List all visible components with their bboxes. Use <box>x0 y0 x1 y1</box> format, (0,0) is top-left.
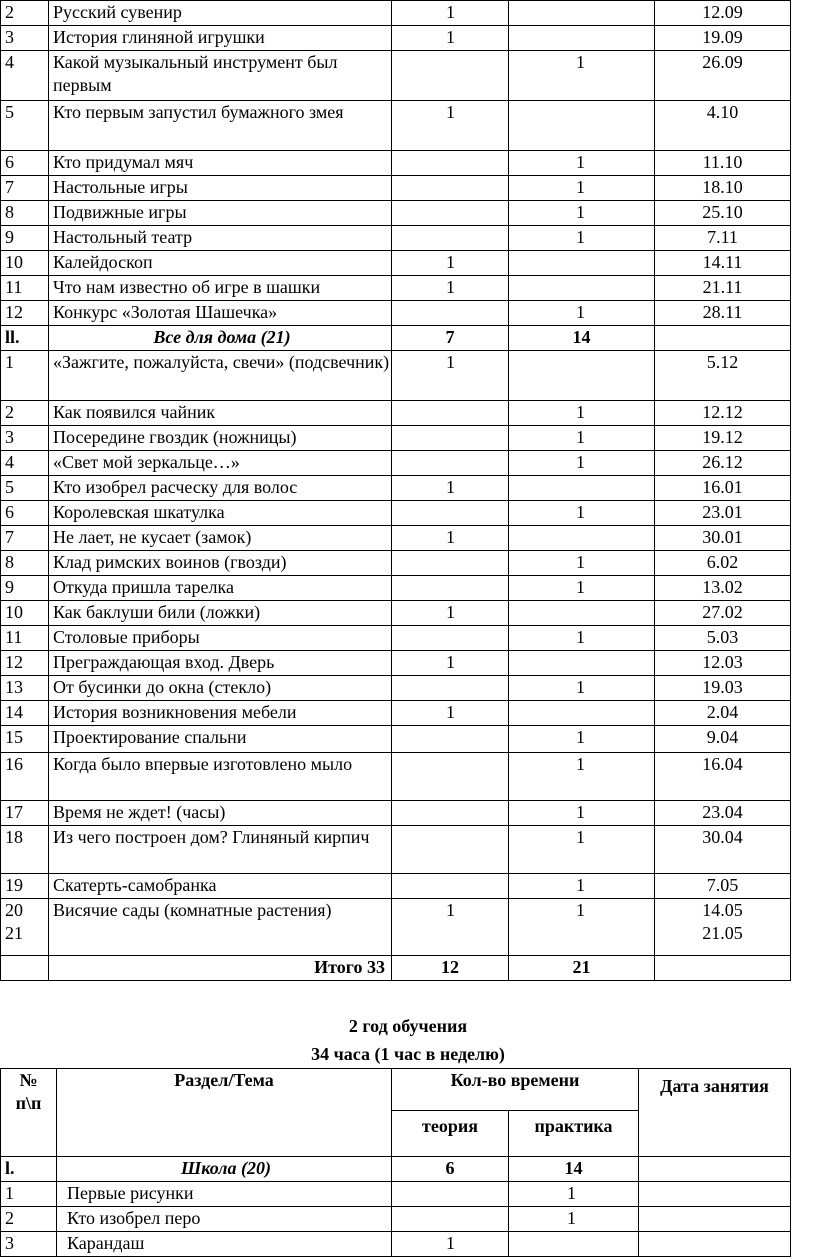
table-row <box>1 874 791 899</box>
table-row <box>1 151 791 176</box>
row-number: 1 <box>1 1182 57 1207</box>
row-topic: Преграждающая вход. Дверь <box>49 651 392 676</box>
row-practice: 1 <box>509 726 655 753</box>
row-practice <box>509 1 655 26</box>
table-row <box>1 251 791 276</box>
row-date: 2.04 <box>655 701 791 726</box>
row-theory <box>392 676 509 701</box>
row-date: 11.10 <box>655 151 791 176</box>
row-practice <box>509 101 655 151</box>
table-row <box>1 551 791 576</box>
row-date: 4.10 <box>655 101 791 151</box>
table-row <box>1 1 791 26</box>
row-topic: Королевская шкатулка <box>49 501 392 526</box>
row-topic: Из чего построен дом? Глиняный кирпич <box>49 826 392 874</box>
section-theory: 6 <box>392 1157 509 1182</box>
row-practice: 1 <box>509 899 655 956</box>
header-num-pp: п\п <box>15 1093 42 1113</box>
row-number: 19 <box>1 874 49 899</box>
table-row <box>1 501 791 526</box>
row-topic: История глиняной игрушки <box>49 26 392 51</box>
row-number: 6 <box>1 151 49 176</box>
table-row <box>1 753 791 801</box>
row-practice: 1 <box>509 676 655 701</box>
row-date: 12.09 <box>655 1 791 26</box>
row-theory: 1 <box>392 899 509 956</box>
row-topic: Подвижные игры <box>49 201 392 226</box>
table-row <box>1 801 791 826</box>
row-theory: 1 <box>392 476 509 501</box>
table-row <box>1 1232 791 1257</box>
row-number: 3 <box>1 1232 57 1257</box>
table-row <box>1 1182 791 1207</box>
row-topic: «Зажгите, пожалуйста, свечи» (подсвечник) <box>49 351 392 401</box>
table-row <box>1 576 791 601</box>
row-date: 16.01 <box>655 476 791 501</box>
row-number: 11 <box>1 276 49 301</box>
row-topic: Кто первым запустил бумажного змея <box>49 101 392 151</box>
header-practice: практика <box>509 1111 639 1157</box>
row-topic: Как баклуши били (ложки) <box>49 601 392 626</box>
row-topic: От бусинки до окна (стекло) <box>49 676 392 701</box>
section-title: Все для дома (21) <box>49 326 392 351</box>
section-practice: 14 <box>509 326 655 351</box>
row-topic: Столовые приборы <box>49 626 392 651</box>
row-theory <box>392 201 509 226</box>
row-practice: 1 <box>509 826 655 874</box>
row-practice: 1 <box>509 801 655 826</box>
row-date: 14.11 <box>655 251 791 276</box>
table-row <box>1 26 791 51</box>
table-row <box>1 301 791 326</box>
row-practice: 1 <box>509 501 655 526</box>
header-hours: Кол-во времени <box>392 1069 639 1111</box>
total-label: Итого 33 <box>49 956 392 981</box>
row-practice: 1 <box>509 401 655 426</box>
section-num: ll. <box>1 326 49 351</box>
row-date: 13.02 <box>655 576 791 601</box>
row-practice: 1 <box>509 301 655 326</box>
row-practice: 1 <box>509 201 655 226</box>
table-row <box>1 701 791 726</box>
row-theory <box>392 301 509 326</box>
row-date: 12.03 <box>655 651 791 676</box>
table-row <box>1 426 791 451</box>
row-number: 14 <box>1 701 49 726</box>
row-number-b: 21 <box>5 923 23 943</box>
table-row <box>1 201 791 226</box>
row-topic: Проектирование спальни <box>49 726 392 753</box>
row-number: 8 <box>1 551 49 576</box>
row-date-a: 14.05 <box>702 900 743 920</box>
header-date: Дата занятия <box>639 1069 791 1157</box>
row-practice <box>509 526 655 551</box>
row-practice: 1 <box>509 874 655 899</box>
row-practice: 1 <box>509 551 655 576</box>
row-topic: Кто изобрел расческу для волос <box>49 476 392 501</box>
row-theory <box>392 51 509 101</box>
table-row <box>1 226 791 251</box>
row-practice <box>509 701 655 726</box>
row-topic: Кто придумал мяч <box>49 151 392 176</box>
total-num <box>1 956 49 981</box>
row-number: 3 <box>1 26 49 51</box>
row-topic: Какой музыкальный инструмент был первым <box>49 51 392 101</box>
table-row <box>1 651 791 676</box>
row-date <box>655 899 791 956</box>
row-theory <box>392 626 509 651</box>
table-row <box>1 726 791 753</box>
row-number: 11 <box>1 626 49 651</box>
row-theory: 1 <box>392 526 509 551</box>
table-row <box>1 676 791 701</box>
row-date: 18.10 <box>655 176 791 201</box>
row-practice: 1 <box>509 176 655 201</box>
row-number: 2 <box>1 401 49 426</box>
total-date <box>655 956 791 981</box>
row-theory: 1 <box>392 601 509 626</box>
section-date <box>639 1157 791 1182</box>
row-date: 5.03 <box>655 626 791 651</box>
section-num: l. <box>1 1157 57 1182</box>
row-theory <box>392 176 509 201</box>
schedule-table-year2 <box>0 1068 791 1257</box>
row-topic: Не лает, не кусает (замок) <box>49 526 392 551</box>
table-row <box>1 826 791 874</box>
row-theory <box>392 801 509 826</box>
section-practice: 14 <box>509 1157 639 1182</box>
row-theory <box>392 1182 509 1207</box>
row-topic: Кто изобрел перо <box>57 1207 392 1232</box>
row-theory: 1 <box>392 351 509 401</box>
row-number-a: 20 <box>5 900 23 920</box>
table-row <box>1 476 791 501</box>
total-row <box>1 956 791 981</box>
row-theory <box>392 576 509 601</box>
section-title: Школа (20) <box>57 1157 392 1182</box>
table-row <box>1 176 791 201</box>
row-topic: Калейдоскоп <box>49 251 392 276</box>
row-date: 19.03 <box>655 676 791 701</box>
row-number: 5 <box>1 101 49 151</box>
row-date: 23.01 <box>655 501 791 526</box>
row-topic: Конкурс «Золотая Шашечка» <box>49 301 392 326</box>
header-num <box>1 1069 57 1157</box>
row-number: 12 <box>1 301 49 326</box>
row-practice: 1 <box>509 753 655 801</box>
row-number: 9 <box>1 576 49 601</box>
header-num-sign: № <box>19 1070 38 1090</box>
total-practice: 21 <box>509 956 655 981</box>
row-topic: Первые рисунки <box>57 1182 392 1207</box>
row-date: 30.01 <box>655 526 791 551</box>
row-theory: 1 <box>392 276 509 301</box>
row-date: 23.04 <box>655 801 791 826</box>
row-theory: 1 <box>392 1 509 26</box>
section-theory: 7 <box>392 326 509 351</box>
row-practice <box>509 26 655 51</box>
row-topic: Настольный театр <box>49 226 392 251</box>
row-practice: 1 <box>509 451 655 476</box>
row-practice <box>509 476 655 501</box>
row-topic: Как появился чайник <box>49 401 392 426</box>
table-row <box>1 451 791 476</box>
section-date <box>655 326 791 351</box>
row-number: 12 <box>1 651 49 676</box>
row-theory <box>392 726 509 753</box>
row-theory <box>392 1207 509 1232</box>
row-number: 1 <box>1 351 49 401</box>
row-practice: 1 <box>509 226 655 251</box>
row-theory: 1 <box>392 101 509 151</box>
table-row <box>1 526 791 551</box>
row-number: 2 <box>1 1 49 26</box>
row-number: 9 <box>1 226 49 251</box>
row-topic: Русский сувенир <box>49 1 392 26</box>
row-date: 19.09 <box>655 26 791 51</box>
row-topic: Время не ждет! (часы) <box>49 801 392 826</box>
row-number: 7 <box>1 526 49 551</box>
row-practice: 1 <box>509 426 655 451</box>
row-date: 30.04 <box>655 826 791 874</box>
row-practice: 1 <box>509 626 655 651</box>
row-theory <box>392 501 509 526</box>
row-topic: «Свет мой зеркальце…» <box>49 451 392 476</box>
row-date: 27.02 <box>655 601 791 626</box>
row-number: 7 <box>1 176 49 201</box>
row-theory <box>392 426 509 451</box>
table-row <box>1 351 791 401</box>
table-row <box>1 626 791 651</box>
row-practice <box>509 351 655 401</box>
row-date: 21.11 <box>655 276 791 301</box>
row-number: 15 <box>1 726 49 753</box>
row-topic: Клад римских воинов (гвозди) <box>49 551 392 576</box>
table-row <box>1 276 791 301</box>
row-theory <box>392 551 509 576</box>
row-theory: 1 <box>392 651 509 676</box>
row-theory <box>392 401 509 426</box>
section-row <box>1 326 791 351</box>
row-date: 7.11 <box>655 226 791 251</box>
row-practice: 1 <box>509 51 655 101</box>
table-row <box>1 101 791 151</box>
year-heading: 2 год обучения <box>348 1016 468 1036</box>
row-number: 10 <box>1 601 49 626</box>
row-theory: 1 <box>392 701 509 726</box>
row-theory <box>392 226 509 251</box>
row-practice: 1 <box>509 151 655 176</box>
row-theory <box>392 753 509 801</box>
table-row <box>1 899 791 956</box>
row-number: 16 <box>1 753 49 801</box>
row-number: 4 <box>1 51 49 101</box>
row-topic: Скатерть-самобранка <box>49 874 392 899</box>
table-row <box>1 1207 791 1232</box>
row-date <box>639 1182 791 1207</box>
row-date: 6.02 <box>655 551 791 576</box>
row-practice <box>509 651 655 676</box>
row-practice: 1 <box>509 576 655 601</box>
row-theory: 1 <box>392 26 509 51</box>
row-number: 5 <box>1 476 49 501</box>
row-date: 26.12 <box>655 451 791 476</box>
row-practice <box>509 601 655 626</box>
row-theory: 1 <box>392 251 509 276</box>
table-row <box>1 51 791 101</box>
row-number: 8 <box>1 201 49 226</box>
table-row <box>1 601 791 626</box>
row-date: 26.09 <box>655 51 791 101</box>
header-topic: Раздел/Тема <box>57 1069 392 1157</box>
row-number: 2 <box>1 1207 57 1232</box>
row-number: 6 <box>1 501 49 526</box>
row-topic: Настольные игры <box>49 176 392 201</box>
row-practice <box>509 251 655 276</box>
row-theory: 1 <box>392 1232 509 1257</box>
row-date <box>639 1207 791 1232</box>
row-topic: Висячие сады (комнатные растения) <box>49 899 392 956</box>
total-theory: 12 <box>392 956 509 981</box>
row-practice <box>509 1232 639 1257</box>
row-theory <box>392 451 509 476</box>
row-theory <box>392 874 509 899</box>
row-topic: Откуда пришла тарелка <box>49 576 392 601</box>
row-number <box>1 899 49 956</box>
row-topic: Карандаш <box>57 1232 392 1257</box>
row-topic: Посередине гвоздик (ножницы) <box>49 426 392 451</box>
row-date-b: 21.05 <box>702 923 743 943</box>
row-date <box>639 1232 791 1257</box>
row-number: 13 <box>1 676 49 701</box>
table-row <box>1 401 791 426</box>
row-number: 17 <box>1 801 49 826</box>
row-date: 12.12 <box>655 401 791 426</box>
hours-heading: 34 часа (1 час в неделю) <box>311 1044 505 1064</box>
row-number: 10 <box>1 251 49 276</box>
row-number: 4 <box>1 451 49 476</box>
row-practice: 1 <box>509 1207 639 1232</box>
row-date: 5.12 <box>655 351 791 401</box>
row-topic: Когда было впервые изготовлено мыло <box>49 753 392 801</box>
row-date: 16.04 <box>655 753 791 801</box>
row-theory <box>392 151 509 176</box>
row-date: 28.11 <box>655 301 791 326</box>
row-date: 9.04 <box>655 726 791 753</box>
row-number: 3 <box>1 426 49 451</box>
row-topic: Что нам известно об игре в шашки <box>49 276 392 301</box>
row-practice: 1 <box>509 1182 639 1207</box>
header-theory: теория <box>392 1111 509 1157</box>
row-number: 18 <box>1 826 49 874</box>
row-date: 7.05 <box>655 874 791 899</box>
row-practice <box>509 276 655 301</box>
row-date: 19.12 <box>655 426 791 451</box>
row-topic: История возникновения мебели <box>49 701 392 726</box>
row-theory <box>392 826 509 874</box>
row-date: 25.10 <box>655 201 791 226</box>
